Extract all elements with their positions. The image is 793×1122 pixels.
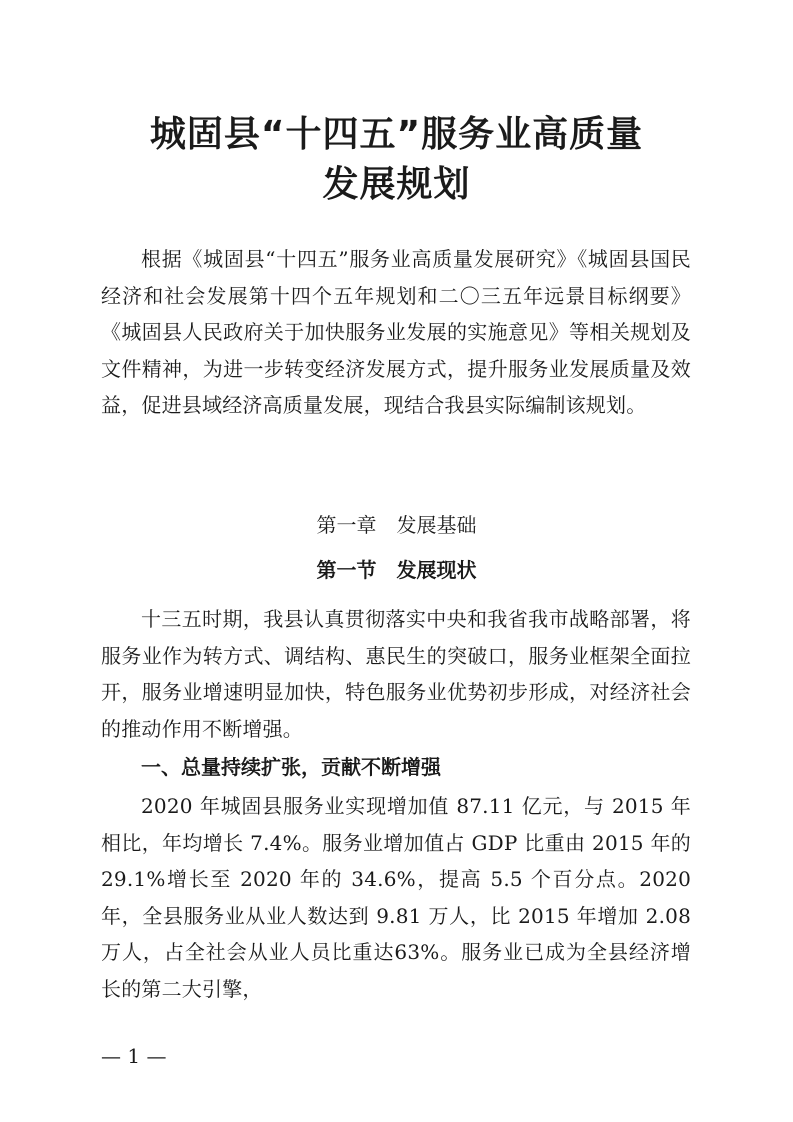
section-heading: 第一节 发展现状 [316, 558, 477, 582]
chapter-heading: 第一章 发展基础 [316, 513, 477, 537]
document-title-line-2: 发展规划 [322, 164, 471, 205]
section-paragraph: 十三五时期，我县认真贯彻落实中央和我省我市战略部署，将服务业作为转方式、调结构、惠民生的突破口，服务业框架全面拉开，服务业增速明显加快，特色服务业优势初步形成，对经济社会的推动作用不断增强。 [101, 607, 691, 741]
intro-paragraph: 根据《城固县“十四五”服务业高质量发展研究》《城固县国民经济和社会发展第十四个五年规划和二〇三五年远景目标纲要》《城固县人民政府关于加快服务业发展的实施意见》等相关规划及文件精神，为进一步转变经济发展方式，提升服务业发展质量及效益，促进县域经济高质量发展，现结合我县实际编制该规划。 [101, 247, 691, 417]
statistics-paragraph: 2020 年城固县服务业实现增加值 87.11 亿元，与 2015 年相比，年均增长 7.4%。服务业增加值占 GDP 比重由 2015 年的 29.1%增长至 2020 年的 34.6%，提高 5.5 个百分点。2020 年，全县服务业从业人数达到 9.81 万人，比 2015 年增加 2.08 万人，占全社会从业人员比重达63%。服务业已成为全县经济增长的第二大引擎， [101, 794, 691, 1001]
document-title-line-1: 城固县“十四五”服务业高质量 [149, 114, 644, 155]
page-number: — 1 — [101, 1044, 167, 1068]
subsection-heading: 一、总量持续扩张，贡献不断增强 [141, 755, 441, 779]
